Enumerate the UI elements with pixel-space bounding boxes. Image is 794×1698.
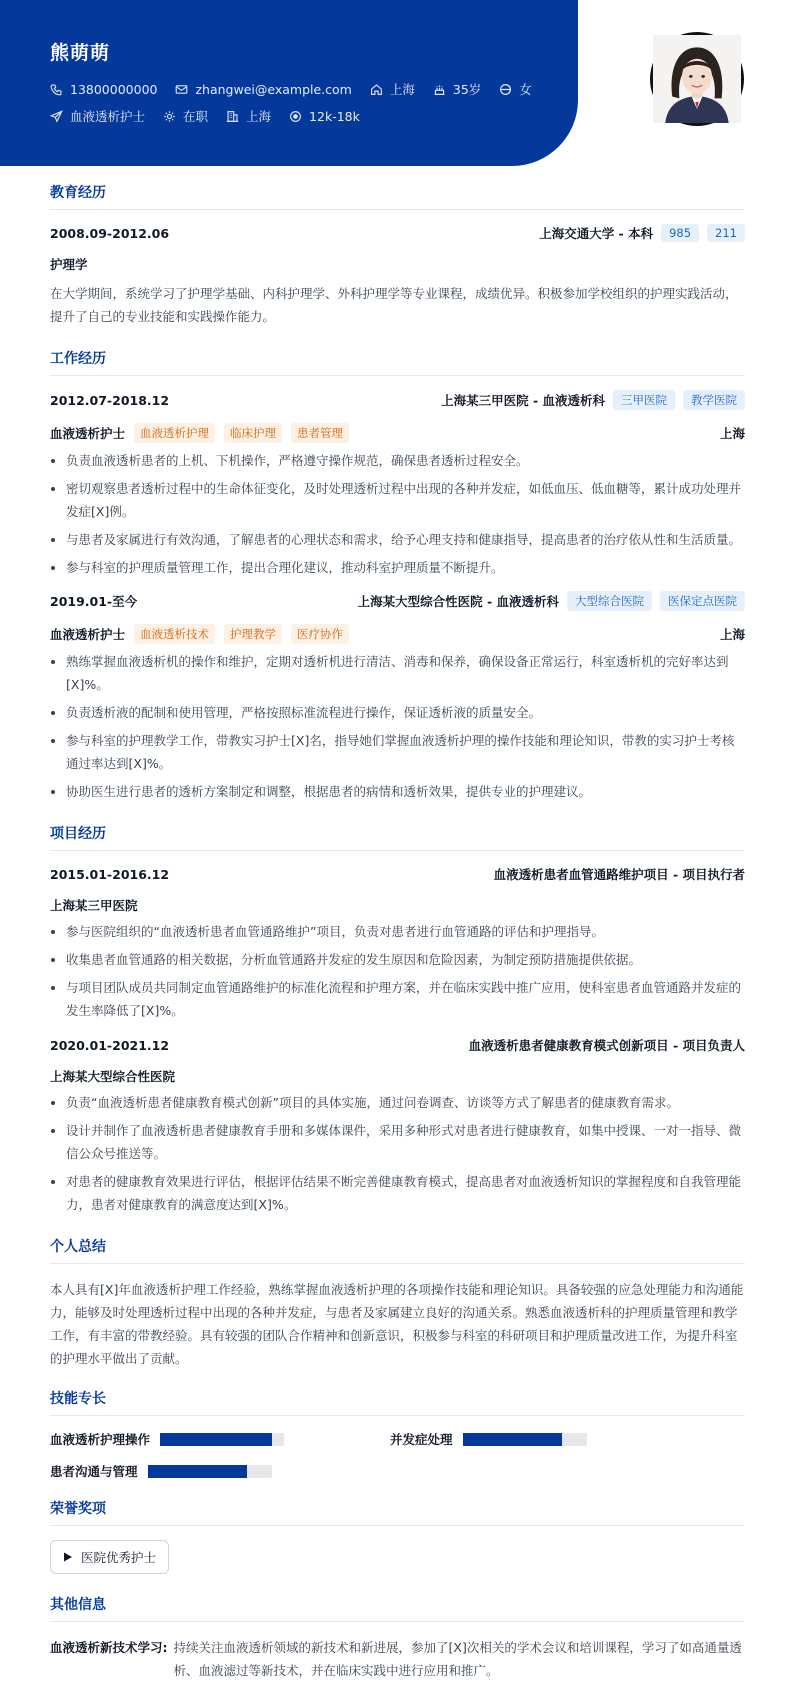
phone-item xyxy=(50,82,157,97)
send-icon xyxy=(50,110,63,123)
email-item xyxy=(175,82,351,97)
avatar xyxy=(650,32,744,126)
work-org-block xyxy=(358,591,745,611)
position-text: 血液透析护士 xyxy=(70,109,146,124)
work-entry xyxy=(50,591,745,803)
education-major-row xyxy=(50,255,745,273)
skill-name: 血液透析护理操作 xyxy=(50,1432,151,1447)
salary-icon xyxy=(289,110,302,123)
work-date: 2012.07-2018.12 xyxy=(50,392,170,408)
age-item xyxy=(433,80,481,98)
skills-list xyxy=(50,1430,745,1480)
project-org-row xyxy=(50,1067,745,1085)
education-title: 教育经历 xyxy=(50,182,745,210)
work-title: 工作经历 xyxy=(50,348,745,376)
gender-item xyxy=(499,80,532,98)
header-banner xyxy=(0,0,578,166)
age-icon xyxy=(433,83,446,96)
education-school: 上海交通大学 - 本科 xyxy=(539,226,654,241)
work-role-block xyxy=(50,423,349,443)
list-item: 设计并制作了血液透析患者健康教育手册和多媒体课件，采用多种形式对患者进行健康教育，如集中授课、一对一指导、微信公众号推送等。 xyxy=(50,1119,745,1165)
job-intent-row xyxy=(50,107,378,125)
list-item: 参与科室的护理质量管理工作，提出合理化建议，推动科室护理质量不断提升。 xyxy=(50,556,745,579)
salary-item xyxy=(289,109,360,124)
position-item xyxy=(50,107,145,125)
work-skill-tag: 护理教学 xyxy=(224,624,282,644)
project-header xyxy=(50,1036,745,1054)
work-role-block xyxy=(50,624,349,644)
skill-item xyxy=(50,1430,390,1448)
project-date: 2015.01-2016.12 xyxy=(50,866,170,882)
age-text: 35岁 xyxy=(452,82,482,97)
project-bullets xyxy=(50,920,745,1022)
skill-item xyxy=(50,1462,390,1480)
work-city: 上海 xyxy=(719,426,745,441)
other-section xyxy=(50,1594,745,1682)
location-text: 上海 xyxy=(389,82,415,97)
skills-section xyxy=(50,1388,745,1480)
phone-icon xyxy=(50,83,63,96)
work-skill-tag: 医疗协作 xyxy=(291,624,349,644)
education-date: 2008.09-2012.06 xyxy=(50,225,170,241)
work-date: 2019.01-至今 xyxy=(50,594,138,609)
work-org-block xyxy=(441,390,745,410)
education-school-block xyxy=(539,224,745,242)
project-org: 上海某三甲医院 xyxy=(50,898,138,913)
work-skill-tag: 患者管理 xyxy=(291,423,349,443)
work-role: 血液透析护士 xyxy=(50,426,126,441)
skill-item xyxy=(390,1430,730,1448)
work-org-tag: 三甲医院 xyxy=(613,390,675,410)
list-item: 收集患者血管通路的相关数据，分析血管通路并发症的发生原因和危险因素，为制定预防措施提供依据。 xyxy=(50,948,745,971)
skill-bar xyxy=(463,1433,587,1446)
list-item: 负责透析液的配制和使用管理，严格按照标准流程进行操作，保证透析液的质量安全。 xyxy=(50,701,745,724)
work-org-tag: 大型综合医院 xyxy=(567,591,652,611)
work-bullets xyxy=(50,449,745,579)
other-title: 其他信息 xyxy=(50,1594,745,1622)
work-role-row xyxy=(50,423,745,443)
other-label: 血液透析新技术学习: xyxy=(50,1640,168,1655)
project-org-row xyxy=(50,896,745,914)
work-skill-tag: 血液透析护理 xyxy=(134,423,215,443)
education-section xyxy=(50,182,745,328)
skill-bar xyxy=(148,1465,272,1478)
education-tag: 211 xyxy=(707,224,745,242)
gender-icon xyxy=(499,83,512,96)
status-text: 在职 xyxy=(183,109,209,124)
salary-text: 12k-18k xyxy=(309,108,360,124)
work-entry-header xyxy=(50,591,745,611)
list-item: 参与科室的护理教学工作，带教实习护士[X]名，指导她们掌握血液透析护理的操作技能和理论知识，带教的实习护士考核通过率达到[X]%。 xyxy=(50,729,745,775)
work-org-tag: 教学医院 xyxy=(683,390,745,410)
education-major: 护理学 xyxy=(50,257,88,272)
mail-icon xyxy=(175,83,188,96)
list-item: 对患者的健康教育效果进行评估，根据评估结果不断完善健康教育模式，提高患者对血液透析知识的掌握程度和自我管理能力，患者对健康教育的满意度达到[X]%。 xyxy=(50,1170,745,1216)
list-item: 熟练掌握血液透析机的操作和维护，定期对透析机进行清洁、消毒和保养，确保设备正常运行，科室透析机的完好率达到[X]%。 xyxy=(50,650,745,696)
project-org: 上海某大型综合性医院 xyxy=(50,1069,176,1084)
home-icon xyxy=(370,83,383,96)
project-header xyxy=(50,865,745,883)
work-city-item xyxy=(226,107,271,125)
work-skill-tag: 临床护理 xyxy=(224,423,282,443)
phone-text: 13800000000 xyxy=(70,81,158,97)
work-city-text: 上海 xyxy=(246,109,272,124)
skill-bar-fill xyxy=(148,1465,247,1478)
skill-bar-fill xyxy=(160,1433,272,1446)
status-item xyxy=(163,107,208,125)
work-role: 血液透析护士 xyxy=(50,627,126,642)
education-tag: 985 xyxy=(661,224,699,242)
projects-title: 项目经历 xyxy=(50,823,745,851)
contact-row xyxy=(50,80,550,98)
summary-section xyxy=(50,1236,745,1370)
location-item xyxy=(370,80,415,98)
other-item xyxy=(50,1636,745,1682)
work-org: 上海某大型综合性医院 - 血液透析科 xyxy=(357,594,559,609)
awards-section xyxy=(50,1498,745,1574)
building-icon xyxy=(226,110,239,123)
award-item xyxy=(50,1540,169,1574)
education-header xyxy=(50,224,745,242)
work-role-row xyxy=(50,624,745,644)
summary-title: 个人总结 xyxy=(50,1236,745,1264)
gear-icon xyxy=(163,110,176,123)
project-entry xyxy=(50,1036,745,1216)
work-org: 上海某三甲医院 - 血液透析科 xyxy=(441,393,605,408)
awards-title: 荣誉奖项 xyxy=(50,1498,745,1526)
list-item: 与患者及家属进行有效沟通，了解患者的心理状态和需求，给予心理支持和健康指导，提高患者的治疗依从性和生活质量。 xyxy=(50,528,745,551)
work-bullets xyxy=(50,650,745,803)
work-section xyxy=(50,348,745,803)
project-name: 血液透析患者健康教育模式创新项目 - 项目负责人 xyxy=(468,1038,745,1053)
skill-bar xyxy=(160,1433,284,1446)
project-bullets xyxy=(50,1091,745,1216)
candidate-name: 熊萌萌 xyxy=(50,42,111,64)
work-org-tag: 医保定点医院 xyxy=(660,591,745,611)
list-item: 负责“血液透析患者健康教育模式创新”项目的具体实施，通过问卷调查、访谈等方式了解患者的健康教育需求。 xyxy=(50,1091,745,1114)
project-date: 2020.01-2021.12 xyxy=(50,1037,170,1053)
work-entry-header xyxy=(50,390,745,410)
skill-name: 并发症处理 xyxy=(390,1432,453,1447)
skill-bar-fill xyxy=(463,1433,562,1446)
skill-name: 患者沟通与管理 xyxy=(50,1464,138,1479)
list-item: 参与医院组织的“血液透析患者血管通路维护”项目，负责对患者进行血管通路的评估和护理指导。 xyxy=(50,920,745,943)
project-name: 血液透析患者血管通路维护项目 - 项目执行者 xyxy=(493,867,745,882)
work-skill-tag: 血液透析技术 xyxy=(134,624,215,644)
award-name: 医院优秀护士 xyxy=(81,1550,157,1565)
skills-title: 技能专长 xyxy=(50,1388,745,1416)
other-text: 持续关注血液透析领域的新技术和新进展，参加了[X]次相关的学术会议和培训课程，学习了如高通量透析、血液滤过等新技术，并在临床实践中进行应用和推广。 xyxy=(173,1640,742,1678)
project-entry xyxy=(50,865,745,1022)
resume-content xyxy=(50,182,745,1698)
avatar-portrait-icon xyxy=(653,35,741,123)
projects-section xyxy=(50,823,745,1216)
email-text: zhangwei@example.com xyxy=(195,81,352,97)
list-item: 协助医生进行患者的透析方案制定和调整，根据患者的病情和透析效果，提供专业的护理建议。 xyxy=(50,780,745,803)
education-description: 在大学期间，系统学习了护理学基础、内科护理学、外科护理学等专业课程，成绩优异。积极参加学校组织的护理实践活动，提升了自己的专业技能和实践操作能力。 xyxy=(50,286,738,324)
summary-text: 本人具有[X]年血液透析护理工作经验，熟练掌握血液透析护理的各项操作技能和理论知识。具备较强的应急处理能力和沟通能力，能够及时处理透析过程中出现的各种并发症，与患者及家属建立良好的沟通关系。熟悉血液透析科的护理质量管理和教学工作，有丰富的带教经验。具有较强的团队合作精神和创新意识，积极参与科室的科研项目和护理质量改进工作，为提升科室的护理水平做出了贡献。 xyxy=(50,1282,744,1366)
gender-text: 女 xyxy=(519,82,532,97)
list-item: 与项目团队成员共同制定血管通路维护的标准化流程和护理方案，并在临床实践中推广应用，使科室患者血管通路并发症的发生率降低了[X]%。 xyxy=(50,976,745,1022)
work-city: 上海 xyxy=(719,627,745,642)
work-entry xyxy=(50,390,745,579)
list-item: 密切观察患者透析过程中的生命体征变化，及时处理透析过程中出现的各种并发症，如低血压、低血糖等，累计成功处理并发症[X]例。 xyxy=(50,477,745,523)
list-item: 负责血液透析患者的上机、下机操作，严格遵守操作规范，确保患者透析过程安全。 xyxy=(50,449,745,472)
play-icon xyxy=(63,1552,73,1562)
